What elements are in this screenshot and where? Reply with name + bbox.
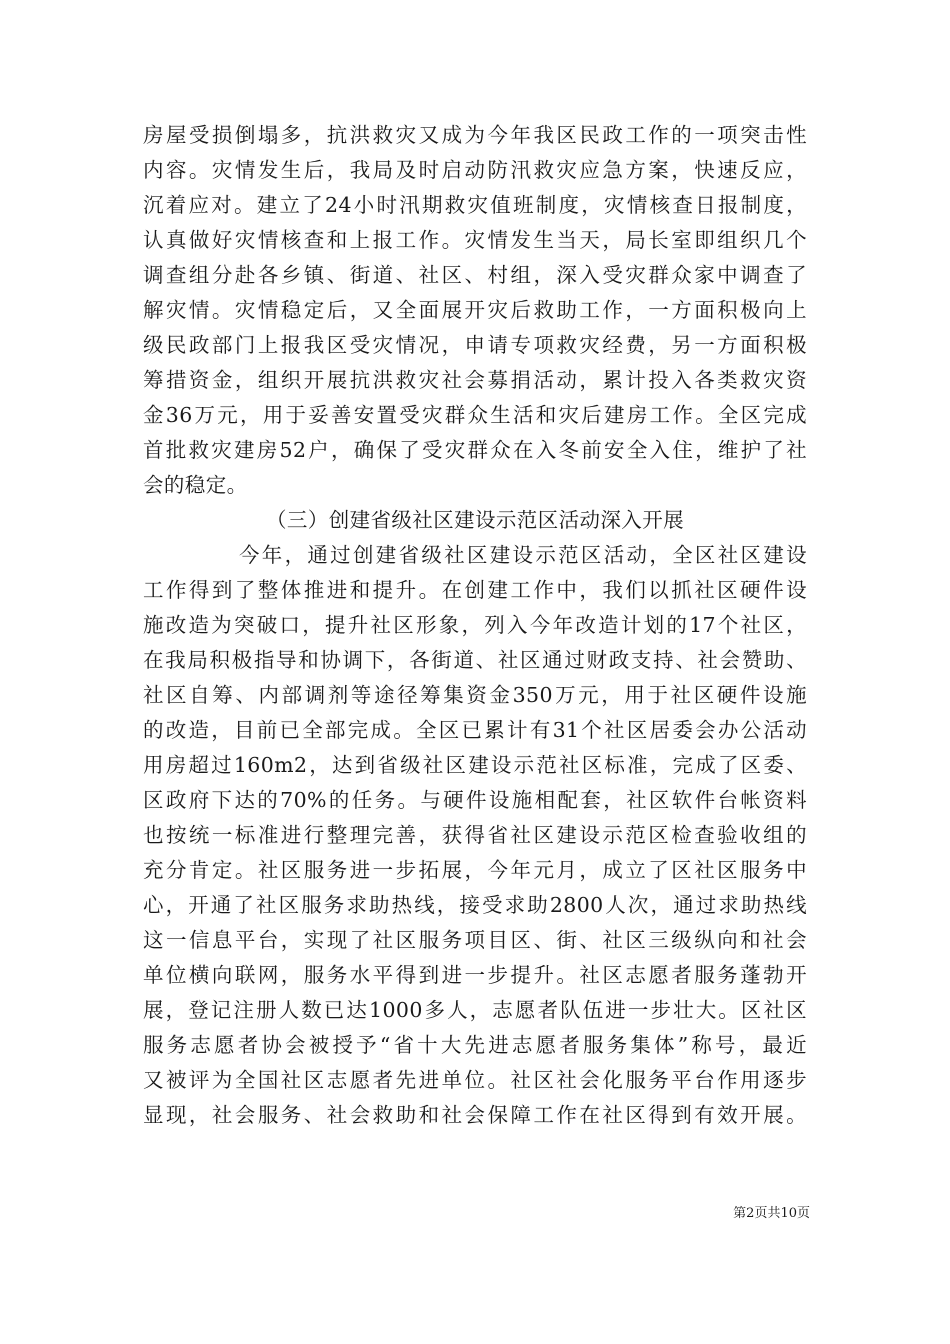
text-line: 沉着应对。建立了24小时汛期救灾值班制度，灾情核查日报制度， [143, 193, 807, 217]
text-line: 认真做好灾情核查和上报工作。灾情发生当天，局长室即组织几个 [143, 228, 807, 252]
document-body [143, 118, 807, 1133]
text-line: 解灾情。灾情稳定后，又全面展开灾后救助工作，一方面积极向上 [143, 298, 807, 322]
text-line: 筹措资金，组织开展抗洪救灾社会募捐活动，累计投入各类救灾资 [143, 368, 807, 392]
text-line: 级民政部门上报我区受灾情况，申请专项救灾经费，另一方面积极 [143, 333, 807, 357]
text-line: 也按统一标准进行整理完善，获得省社区建设示范区检查验收组的 [143, 823, 807, 847]
text-line: 展，登记注册人数已达1000多人，志愿者队伍进一步壮大。区社区 [143, 998, 807, 1022]
text-line: 首批救灾建房52户，确保了受灾群众在入冬前安全入住，维护了社 [143, 438, 807, 462]
text-line: 用房超过160m2，达到省级社区建设示范社区标准，完成了区委、 [143, 753, 807, 777]
text-line: 区政府下达的70%的任务。与硬件设施相配套，社区软件台帐资料 [143, 788, 807, 812]
text-line: 调查组分赴各乡镇、街道、社区、村组，深入受灾群众家中调查了 [143, 263, 807, 287]
text-line: 在我局积极指导和协调下，各街道、社区通过财政支持、社会赞助、 [143, 648, 807, 672]
page-number-footer: 第2页共10页 [733, 1206, 810, 1221]
text-line: 充分肯定。社区服务进一步拓展，今年元月，成立了区社区服务中 [143, 858, 807, 882]
text-line: 的改造，目前已全部完成。全区已累计有31个社区居委会办公活动 [143, 718, 807, 742]
text-line: 施改造为突破口，提升社区形象，列入今年改造计划的17个社区， [143, 613, 807, 637]
text-line: 又被评为全国社区志愿者先进单位。社区社会化服务平台作用逐步 [143, 1068, 807, 1092]
text-line: 显现，社会服务、社会救助和社会保障工作在社区得到有效开展。 [143, 1103, 807, 1127]
text-line: 社区自筹、内部调剂等途径筹集资金350万元，用于社区硬件设施 [143, 683, 807, 707]
text-line: 这一信息平台，实现了社区服务项目区、街、社区三级纵向和社会 [143, 928, 807, 952]
text-line: 心，开通了社区服务求助热线，接受求助2800人次，通过求助热线 [143, 893, 807, 917]
text-line: 单位横向联网，服务水平得到进一步提升。社区志愿者服务蓬勃开 [143, 963, 807, 987]
text-line: 服务志愿者协会被授予“省十大先进志愿者服务集体”称号，最近 [143, 1033, 807, 1057]
text-line: 今年，通过创建省级社区建设示范区活动，全区社区建设 [239, 543, 807, 567]
text-line: 金36万元，用于妥善安置受灾群众生活和灾后建房工作。全区完成 [143, 403, 807, 427]
text-line: 内容。灾情发生后，我局及时启动防汛救灾应急方案，快速反应， [143, 158, 807, 182]
paragraph-community-building [143, 538, 807, 1133]
text-line: 房屋受损倒塌多，抗洪救灾又成为今年我区民政工作的一项突击性 [143, 123, 807, 147]
section-heading: （三）创建省级社区建设示范区活动深入开展 [266, 508, 684, 532]
text-line: 会的稳定。 [143, 473, 248, 497]
text-line: 工作得到了整体推进和提升。在创建工作中，我们以抓社区硬件设 [143, 578, 807, 602]
paragraph-disaster-relief [143, 118, 807, 503]
